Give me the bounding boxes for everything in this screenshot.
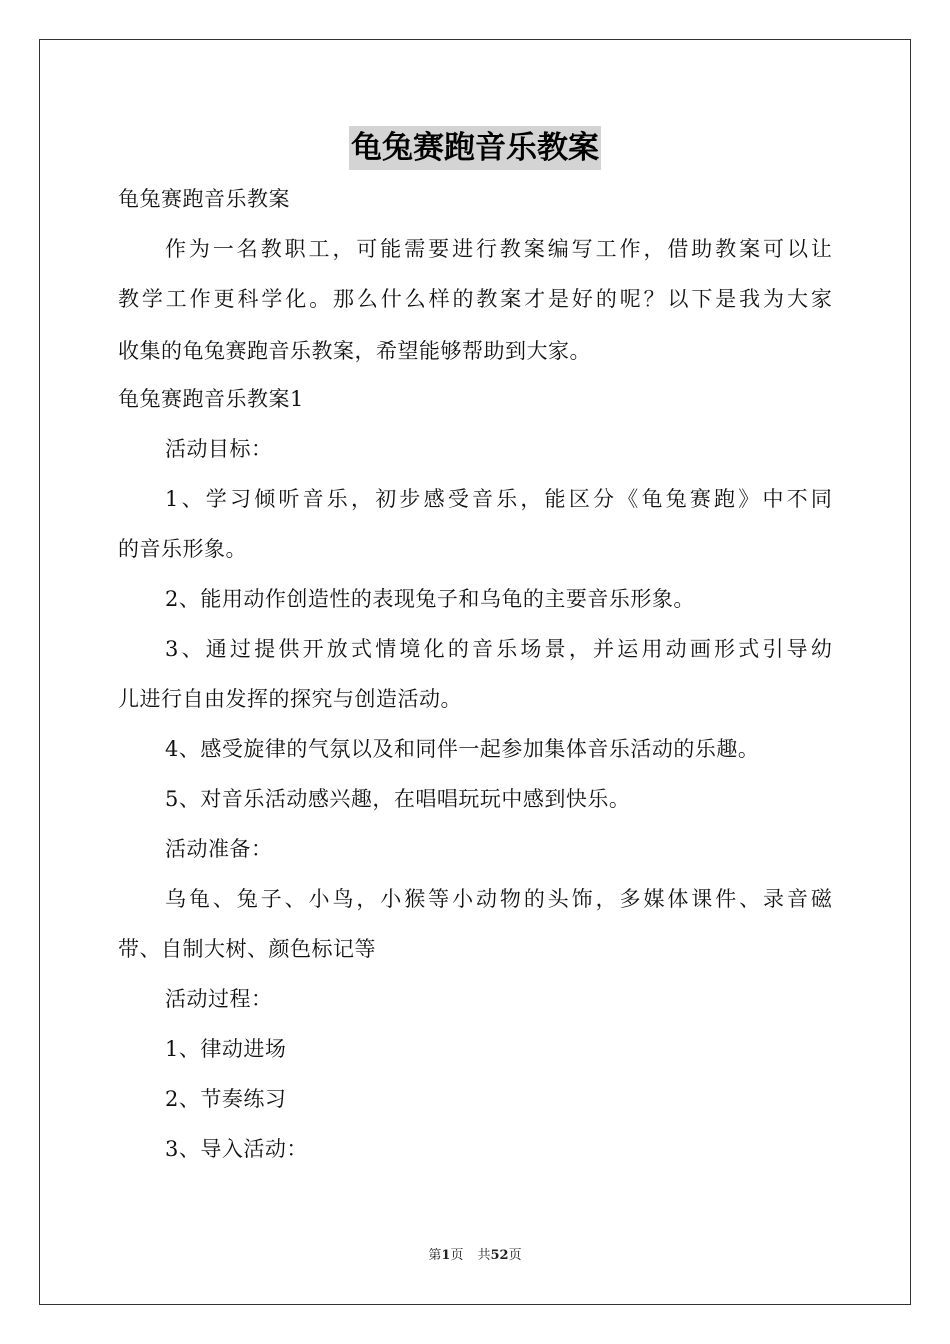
goal-line-6: 4、感受旋律的气氛以及和同伴一起参加集体音乐活动的乐趣。 bbox=[165, 737, 760, 761]
goal-line-2: 的音乐形象。 bbox=[118, 537, 247, 561]
process-step-2: 2、节奏练习 bbox=[165, 1087, 287, 1111]
goal-line-5: 儿进行自由发挥的探究与创造活动。 bbox=[118, 687, 462, 711]
goal-line-3: 2、能用动作创造性的表现兔子和乌龟的主要音乐形象。 bbox=[165, 587, 695, 611]
footer-total-suffix: 页 bbox=[508, 1248, 522, 1263]
goal-line-7: 5、对音乐活动感兴趣，在唱唱玩玩中感到快乐。 bbox=[165, 787, 631, 811]
prep-line-2: 带、自制大树、颜色标记等 bbox=[118, 937, 376, 961]
footer-total-prefix: 共 bbox=[477, 1248, 491, 1263]
footer-page-prefix: 第 bbox=[428, 1248, 442, 1263]
prep-heading: 活动准备： bbox=[165, 837, 273, 861]
prep-line-1: 乌 龟 、 兔 子 、 小 鸟 ， 小 猴 等 小 动 物 的 头 饰 ， 多 媒 体 课 件 、 录 音 磁 bbox=[165, 887, 832, 911]
goal-line-1: 1 、 学 习 倾 听 音 乐 ， 初 步 感 受 音 乐 ， 能 区 分 《 龟 兔 赛 跑 》 中 不 同 bbox=[165, 487, 832, 511]
footer-page-mid: 页 bbox=[450, 1248, 464, 1263]
intro-line-1: 作 为 一 名 教 职 工 ， 可 能 需 要 进 行 教 案 编 写 工 作 ， 借 助 教 案 可 以 让 bbox=[165, 237, 832, 261]
footer-page-total: 52 bbox=[490, 1248, 509, 1263]
process-step-1: 1、律动进场 bbox=[165, 1037, 287, 1061]
goal-line-4: 3 、 通 过 提 供 开 放 式 情 境 化 的 音 乐 场 景 ， 并 运 用 动 画 形 式 引 导 幼 bbox=[165, 637, 832, 661]
document-subtitle: 龟兔赛跑音乐教案 bbox=[118, 187, 290, 211]
process-heading: 活动过程： bbox=[165, 987, 273, 1011]
page-footer bbox=[0, 1247, 950, 1265]
process-step-3: 3、导入活动： bbox=[165, 1137, 308, 1161]
document-title: 龟兔赛跑音乐教案 bbox=[349, 126, 601, 170]
intro-line-2: 教 学 工 作 更 科 学 化 。 那 么 什 么 样 的 教 案 才 是 好 的 呢 ？ 以 下 是 我 为 大 家 bbox=[118, 287, 832, 311]
goals-heading: 活动目标： bbox=[165, 437, 273, 461]
section-heading: 龟兔赛跑音乐教案1 bbox=[118, 387, 304, 411]
footer-page-current: 1 bbox=[441, 1248, 451, 1263]
title-container bbox=[0, 126, 950, 170]
intro-line-3: 收集的龟兔赛跑音乐教案，希望能够帮助到大家。 bbox=[118, 339, 591, 363]
page-border bbox=[39, 39, 911, 1305]
